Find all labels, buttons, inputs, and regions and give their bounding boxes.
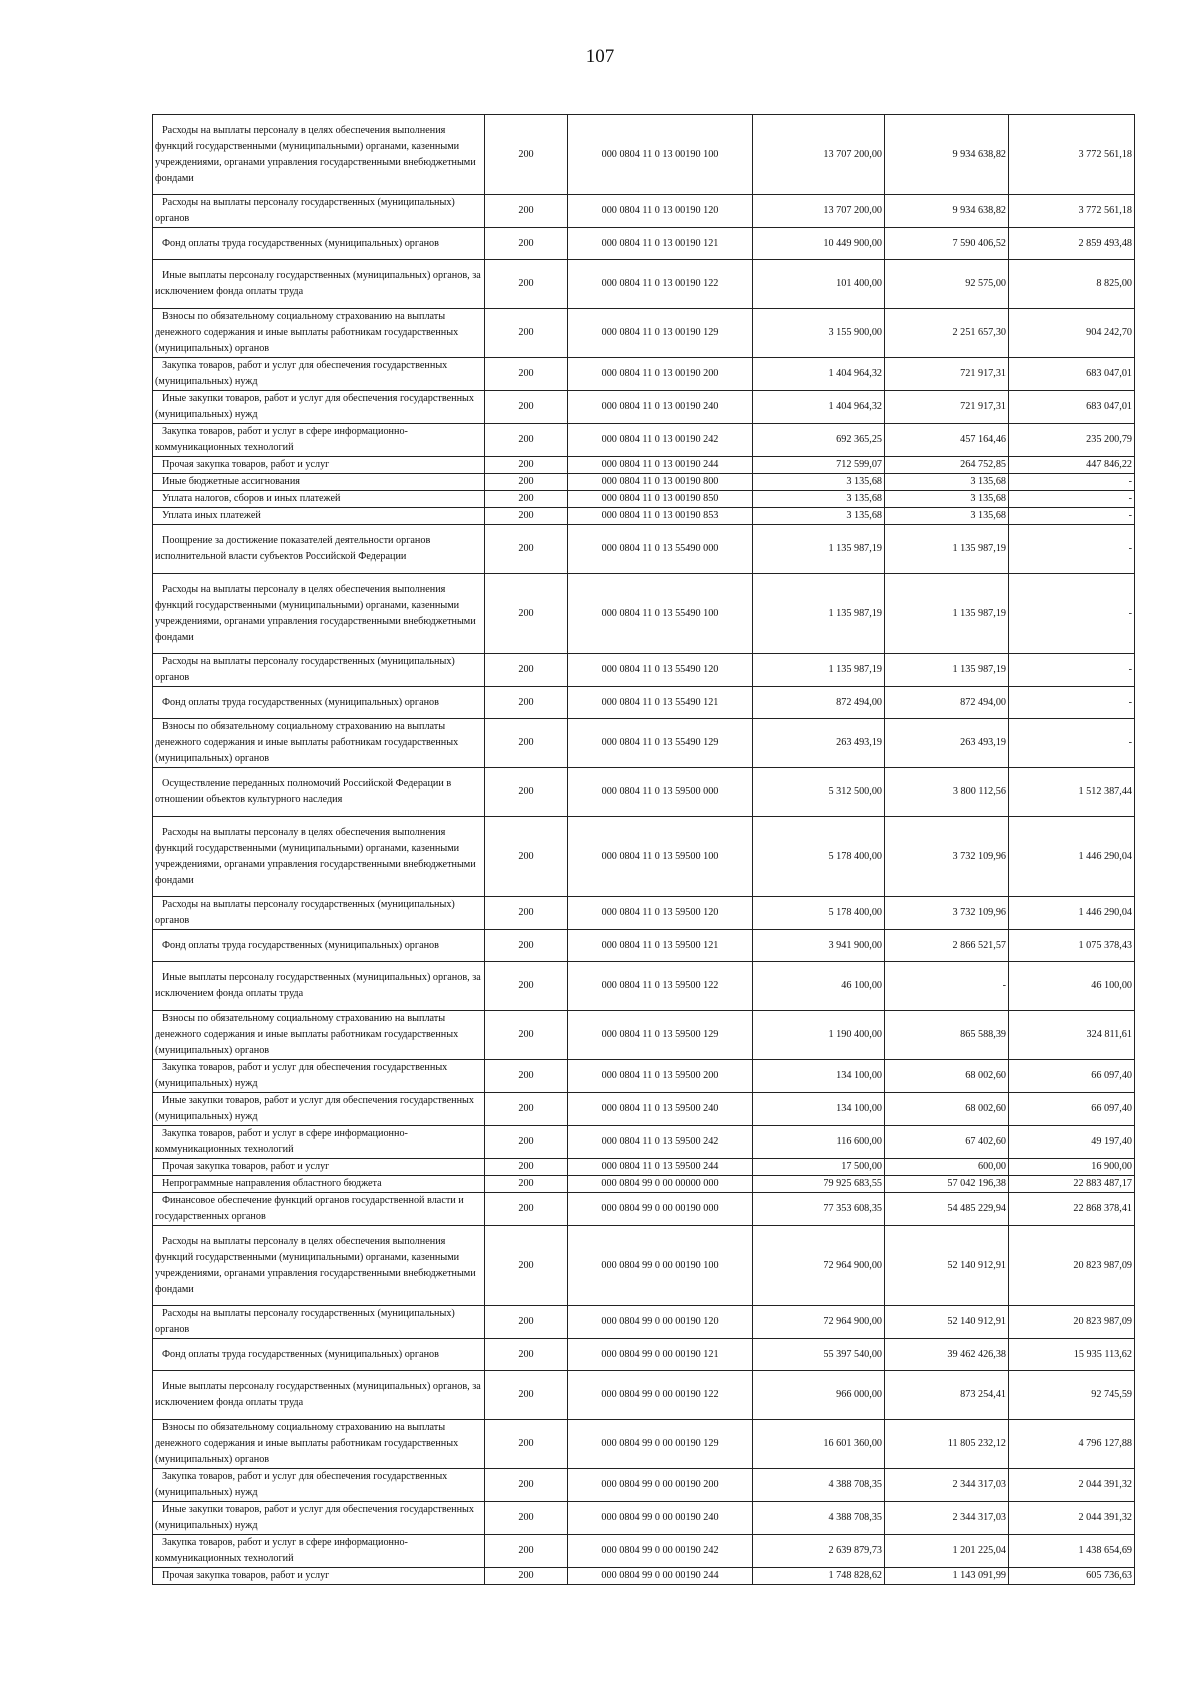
unexecuted-amount-cell: -: [1009, 508, 1135, 525]
budget-classification-cell: 000 0804 99 0 00 00190 200: [568, 1469, 753, 1502]
code-cell: 200: [485, 1420, 568, 1469]
code-cell: 200: [485, 358, 568, 391]
code-cell: 200: [485, 1306, 568, 1339]
budget-classification-cell: 000 0804 11 0 13 59500 129: [568, 1011, 753, 1060]
budget-classification-cell: 000 0804 11 0 13 59500 122: [568, 962, 753, 1011]
approved-amount-cell: 46 100,00: [753, 962, 885, 1011]
executed-amount-cell: 873 254,41: [885, 1371, 1009, 1420]
approved-amount-cell: 1 135 987,19: [753, 525, 885, 574]
unexecuted-amount-cell: 3 772 561,18: [1009, 195, 1135, 228]
executed-amount-cell: -: [885, 962, 1009, 1011]
executed-amount-cell: 92 575,00: [885, 260, 1009, 309]
code-cell: 200: [485, 491, 568, 508]
approved-amount-cell: 13 707 200,00: [753, 115, 885, 195]
code-cell: 200: [485, 1011, 568, 1060]
executed-amount-cell: 2 251 657,30: [885, 309, 1009, 358]
table-row: [153, 1306, 1135, 1339]
expense-name-cell: Взносы по обязательному социальному страхованию на выплаты денежного содержания и иные выплаты работникам государственных (муниципальных) органов: [153, 1011, 485, 1060]
unexecuted-amount-cell: 1 512 387,44: [1009, 768, 1135, 817]
expense-name-cell: Иные выплаты персоналу государственных (муниципальных) органов, за исключением фонда оплаты труда: [153, 260, 485, 309]
table-row: [153, 930, 1135, 962]
expense-name-cell: Непрограммные направления областного бюджета: [153, 1176, 485, 1193]
executed-amount-cell: 68 002,60: [885, 1060, 1009, 1093]
expense-name-cell: Взносы по обязательному социальному страхованию на выплаты денежного содержания и иные выплаты работникам государственных (муниципальных) органов: [153, 1420, 485, 1469]
approved-amount-cell: 1 135 987,19: [753, 654, 885, 687]
approved-amount-cell: 1 404 964,32: [753, 358, 885, 391]
executed-amount-cell: 9 934 638,82: [885, 195, 1009, 228]
budget-classification-cell: 000 0804 11 0 13 00190 853: [568, 508, 753, 525]
executed-amount-cell: 2 344 317,03: [885, 1502, 1009, 1535]
code-cell: 200: [485, 1535, 568, 1568]
executed-amount-cell: 1 143 091,99: [885, 1568, 1009, 1585]
table-row: [153, 1469, 1135, 1502]
expense-name-cell: Иные выплаты персоналу государственных (муниципальных) органов, за исключением фонда оплаты труда: [153, 1371, 485, 1420]
approved-amount-cell: 263 493,19: [753, 719, 885, 768]
code-cell: 200: [485, 260, 568, 309]
unexecuted-amount-cell: -: [1009, 687, 1135, 719]
approved-amount-cell: 1 404 964,32: [753, 391, 885, 424]
approved-amount-cell: 13 707 200,00: [753, 195, 885, 228]
approved-amount-cell: 16 601 360,00: [753, 1420, 885, 1469]
executed-amount-cell: 67 402,60: [885, 1126, 1009, 1159]
budget-classification-cell: 000 0804 11 0 13 00190 242: [568, 424, 753, 457]
table-row: [153, 768, 1135, 817]
executed-amount-cell: 3 732 109,96: [885, 897, 1009, 930]
unexecuted-amount-cell: 683 047,01: [1009, 358, 1135, 391]
expense-name-cell: Прочая закупка товаров, работ и услуг: [153, 1159, 485, 1176]
code-cell: 200: [485, 1176, 568, 1193]
table-row: [153, 1535, 1135, 1568]
budget-classification-cell: 000 0804 11 0 13 59500 121: [568, 930, 753, 962]
table-row: [153, 962, 1135, 1011]
unexecuted-amount-cell: 92 745,59: [1009, 1371, 1135, 1420]
unexecuted-amount-cell: 904 242,70: [1009, 309, 1135, 358]
budget-execution-table: [152, 114, 1135, 1585]
executed-amount-cell: 721 917,31: [885, 391, 1009, 424]
executed-amount-cell: 872 494,00: [885, 687, 1009, 719]
expense-name-cell: Расходы на выплаты персоналу в целях обеспечения выполнения функций государственными (муниципальными) органами, казенными учреждениями, органами управления государственными внебюджетными фондами: [153, 115, 485, 195]
code-cell: 200: [485, 1193, 568, 1226]
expense-name-cell: Поощрение за достижение показателей деятельности органов исполнительной власти субъектов Российской Федерации: [153, 525, 485, 574]
expense-name-cell: Закупка товаров, работ и услуг в сфере информационно-коммуникационных технологий: [153, 424, 485, 457]
expense-name-cell: Закупка товаров, работ и услуг для обеспечения государственных (муниципальных) нужд: [153, 1060, 485, 1093]
expense-name-cell: Фонд оплаты труда государственных (муниципальных) органов: [153, 1339, 485, 1371]
approved-amount-cell: 116 600,00: [753, 1126, 885, 1159]
unexecuted-amount-cell: -: [1009, 474, 1135, 491]
unexecuted-amount-cell: -: [1009, 491, 1135, 508]
expense-name-cell: Закупка товаров, работ и услуг в сфере информационно-коммуникационных технологий: [153, 1535, 485, 1568]
unexecuted-amount-cell: 1 446 290,04: [1009, 817, 1135, 897]
unexecuted-amount-cell: 4 796 127,88: [1009, 1420, 1135, 1469]
approved-amount-cell: 5 178 400,00: [753, 897, 885, 930]
budget-classification-cell: 000 0804 11 0 13 00190 122: [568, 260, 753, 309]
unexecuted-amount-cell: 22 868 378,41: [1009, 1193, 1135, 1226]
executed-amount-cell: 52 140 912,91: [885, 1306, 1009, 1339]
code-cell: 200: [485, 1568, 568, 1585]
expense-name-cell: Фонд оплаты труда государственных (муниципальных) органов: [153, 687, 485, 719]
executed-amount-cell: 52 140 912,91: [885, 1226, 1009, 1306]
approved-amount-cell: 2 639 879,73: [753, 1535, 885, 1568]
budget-classification-cell: 000 0804 11 0 13 59500 244: [568, 1159, 753, 1176]
expense-name-cell: Взносы по обязательному социальному страхованию на выплаты денежного содержания и иные выплаты работникам государственных (муниципальных) органов: [153, 719, 485, 768]
unexecuted-amount-cell: 683 047,01: [1009, 391, 1135, 424]
unexecuted-amount-cell: 2 859 493,48: [1009, 228, 1135, 260]
budget-classification-cell: 000 0804 11 0 13 59500 120: [568, 897, 753, 930]
budget-classification-cell: 000 0804 11 0 13 00190 244: [568, 457, 753, 474]
code-cell: 200: [485, 1093, 568, 1126]
unexecuted-amount-cell: -: [1009, 574, 1135, 654]
unexecuted-amount-cell: 3 772 561,18: [1009, 115, 1135, 195]
unexecuted-amount-cell: 20 823 987,09: [1009, 1306, 1135, 1339]
table-row: [153, 228, 1135, 260]
table-row: [153, 115, 1135, 195]
budget-classification-cell: 000 0804 99 0 00 00190 240: [568, 1502, 753, 1535]
code-cell: 200: [485, 962, 568, 1011]
code-cell: 200: [485, 1226, 568, 1306]
expense-name-cell: Расходы на выплаты персоналу государственных (муниципальных) органов: [153, 195, 485, 228]
approved-amount-cell: 3 135,68: [753, 491, 885, 508]
code-cell: 200: [485, 930, 568, 962]
approved-amount-cell: 5 312 500,00: [753, 768, 885, 817]
table-row: [153, 687, 1135, 719]
unexecuted-amount-cell: 20 823 987,09: [1009, 1226, 1135, 1306]
code-cell: 200: [485, 1469, 568, 1502]
code-cell: 200: [485, 897, 568, 930]
table-row: [153, 391, 1135, 424]
approved-amount-cell: 3 941 900,00: [753, 930, 885, 962]
expense-name-cell: Иные бюджетные ассигнования: [153, 474, 485, 491]
unexecuted-amount-cell: 235 200,79: [1009, 424, 1135, 457]
code-cell: 200: [485, 654, 568, 687]
unexecuted-amount-cell: 15 935 113,62: [1009, 1339, 1135, 1371]
approved-amount-cell: 4 388 708,35: [753, 1502, 885, 1535]
executed-amount-cell: 3 135,68: [885, 491, 1009, 508]
code-cell: 200: [485, 719, 568, 768]
expense-name-cell: Расходы на выплаты персоналу в целях обеспечения выполнения функций государственными (муниципальными) органами, казенными учреждениями, органами управления государственными внебюджетными фондами: [153, 1226, 485, 1306]
expense-name-cell: Фонд оплаты труда государственных (муниципальных) органов: [153, 930, 485, 962]
approved-amount-cell: 3 155 900,00: [753, 309, 885, 358]
code-cell: 200: [485, 1371, 568, 1420]
table-row: [153, 1093, 1135, 1126]
executed-amount-cell: 7 590 406,52: [885, 228, 1009, 260]
budget-classification-cell: 000 0804 11 0 13 55490 129: [568, 719, 753, 768]
expense-name-cell: Фонд оплаты труда государственных (муниципальных) органов: [153, 228, 485, 260]
table-row: [153, 1568, 1135, 1585]
executed-amount-cell: 54 485 229,94: [885, 1193, 1009, 1226]
budget-classification-cell: 000 0804 99 0 00 00190 120: [568, 1306, 753, 1339]
expense-name-cell: Финансовое обеспечение функций органов государственной власти и государственных органов: [153, 1193, 485, 1226]
budget-classification-cell: 000 0804 11 0 13 59500 200: [568, 1060, 753, 1093]
table-row: [153, 525, 1135, 574]
unexecuted-amount-cell: 605 736,63: [1009, 1568, 1135, 1585]
code-cell: 200: [485, 1126, 568, 1159]
executed-amount-cell: 1 135 987,19: [885, 654, 1009, 687]
expense-name-cell: Закупка товаров, работ и услуг в сфере информационно-коммуникационных технологий: [153, 1126, 485, 1159]
budget-classification-cell: 000 0804 11 0 13 00190 850: [568, 491, 753, 508]
code-cell: 200: [485, 1159, 568, 1176]
budget-classification-cell: 000 0804 11 0 13 55490 100: [568, 574, 753, 654]
budget-classification-cell: 000 0804 99 0 00 00190 129: [568, 1420, 753, 1469]
table-row: [153, 1159, 1135, 1176]
budget-classification-cell: 000 0804 11 0 13 59500 242: [568, 1126, 753, 1159]
expense-name-cell: Иные закупки товаров, работ и услуг для обеспечения государственных (муниципальных) нужд: [153, 391, 485, 424]
executed-amount-cell: 865 588,39: [885, 1011, 1009, 1060]
page-number: 107: [585, 46, 615, 67]
executed-amount-cell: 3 135,68: [885, 508, 1009, 525]
unexecuted-amount-cell: 1 075 378,43: [1009, 930, 1135, 962]
budget-classification-cell: 000 0804 11 0 13 00190 121: [568, 228, 753, 260]
unexecuted-amount-cell: 1 438 654,69: [1009, 1535, 1135, 1568]
table-row: [153, 1371, 1135, 1420]
code-cell: 200: [485, 687, 568, 719]
budget-classification-cell: 000 0804 99 0 00 00190 244: [568, 1568, 753, 1585]
table-row: [153, 195, 1135, 228]
unexecuted-amount-cell: 22 883 487,17: [1009, 1176, 1135, 1193]
table-row: [153, 817, 1135, 897]
budget-classification-cell: 000 0804 11 0 13 55490 000: [568, 525, 753, 574]
table-row: [153, 508, 1135, 525]
executed-amount-cell: 3 732 109,96: [885, 817, 1009, 897]
table-row: [153, 424, 1135, 457]
code-cell: 200: [485, 817, 568, 897]
approved-amount-cell: 10 449 900,00: [753, 228, 885, 260]
approved-amount-cell: 692 365,25: [753, 424, 885, 457]
code-cell: 200: [485, 1060, 568, 1093]
budget-classification-cell: 000 0804 99 0 00 00190 122: [568, 1371, 753, 1420]
code-cell: 200: [485, 309, 568, 358]
expense-name-cell: Осуществление переданных полномочий Российской Федерации в отношении объектов культурного наследия: [153, 768, 485, 817]
expense-name-cell: Уплата иных платежей: [153, 508, 485, 525]
budget-classification-cell: 000 0804 11 0 13 59500 000: [568, 768, 753, 817]
executed-amount-cell: 1 201 225,04: [885, 1535, 1009, 1568]
budget-classification-cell: 000 0804 11 0 13 59500 100: [568, 817, 753, 897]
unexecuted-amount-cell: 66 097,40: [1009, 1060, 1135, 1093]
table-row: [153, 719, 1135, 768]
code-cell: 200: [485, 424, 568, 457]
table-row: [153, 491, 1135, 508]
table-row: [153, 474, 1135, 491]
table-row: [153, 1226, 1135, 1306]
table-row: [153, 260, 1135, 309]
unexecuted-amount-cell: -: [1009, 525, 1135, 574]
budget-classification-cell: 000 0804 11 0 13 59500 240: [568, 1093, 753, 1126]
code-cell: 200: [485, 195, 568, 228]
approved-amount-cell: 79 925 683,55: [753, 1176, 885, 1193]
budget-classification-cell: 000 0804 99 0 00 00190 100: [568, 1226, 753, 1306]
budget-classification-cell: 000 0804 11 0 13 55490 120: [568, 654, 753, 687]
code-cell: 200: [485, 474, 568, 491]
budget-classification-cell: 000 0804 11 0 13 00190 800: [568, 474, 753, 491]
approved-amount-cell: 134 100,00: [753, 1093, 885, 1126]
unexecuted-amount-cell: 46 100,00: [1009, 962, 1135, 1011]
table-row: [153, 1502, 1135, 1535]
unexecuted-amount-cell: 66 097,40: [1009, 1093, 1135, 1126]
code-cell: 200: [485, 115, 568, 195]
code-cell: 200: [485, 508, 568, 525]
table-row: [153, 309, 1135, 358]
budget-classification-cell: 000 0804 11 0 13 00190 200: [568, 358, 753, 391]
code-cell: 200: [485, 1339, 568, 1371]
code-cell: 200: [485, 525, 568, 574]
budget-classification-cell: 000 0804 11 0 13 00190 240: [568, 391, 753, 424]
code-cell: 200: [485, 574, 568, 654]
table-body: [153, 115, 1135, 1585]
expense-name-cell: Расходы на выплаты персоналу государственных (муниципальных) органов: [153, 897, 485, 930]
expense-name-cell: Взносы по обязательному социальному страхованию на выплаты денежного содержания и иные выплаты работникам государственных (муниципальных) органов: [153, 309, 485, 358]
budget-classification-cell: 000 0804 11 0 13 00190 120: [568, 195, 753, 228]
approved-amount-cell: 3 135,68: [753, 508, 885, 525]
expense-name-cell: Прочая закупка товаров, работ и услуг: [153, 457, 485, 474]
table-row: [153, 1126, 1135, 1159]
unexecuted-amount-cell: -: [1009, 654, 1135, 687]
unexecuted-amount-cell: 1 446 290,04: [1009, 897, 1135, 930]
budget-classification-cell: 000 0804 11 0 13 00190 100: [568, 115, 753, 195]
budget-classification-cell: 000 0804 99 0 00 00190 242: [568, 1535, 753, 1568]
expense-name-cell: Иные закупки товаров, работ и услуг для обеспечения государственных (муниципальных) нужд: [153, 1093, 485, 1126]
table-row: [153, 1420, 1135, 1469]
code-cell: 200: [485, 391, 568, 424]
expense-name-cell: Расходы на выплаты персоналу в целях обеспечения выполнения функций государственными (муниципальными) органами, казенными учреждениями, органами управления государственными внебюджетными фондами: [153, 574, 485, 654]
unexecuted-amount-cell: 2 044 391,32: [1009, 1502, 1135, 1535]
code-cell: 200: [485, 228, 568, 260]
table-row: [153, 654, 1135, 687]
expense-name-cell: Расходы на выплаты персоналу государственных (муниципальных) органов: [153, 1306, 485, 1339]
executed-amount-cell: 57 042 196,38: [885, 1176, 1009, 1193]
unexecuted-amount-cell: 16 900,00: [1009, 1159, 1135, 1176]
expense-name-cell: Закупка товаров, работ и услуг для обеспечения государственных (муниципальных) нужд: [153, 1469, 485, 1502]
executed-amount-cell: 2 866 521,57: [885, 930, 1009, 962]
unexecuted-amount-cell: 447 846,22: [1009, 457, 1135, 474]
expense-name-cell: Уплата налогов, сборов и иных платежей: [153, 491, 485, 508]
budget-classification-cell: 000 0804 11 0 13 00190 129: [568, 309, 753, 358]
approved-amount-cell: 17 500,00: [753, 1159, 885, 1176]
executed-amount-cell: 1 135 987,19: [885, 574, 1009, 654]
expense-name-cell: Прочая закупка товаров, работ и услуг: [153, 1568, 485, 1585]
executed-amount-cell: 1 135 987,19: [885, 525, 1009, 574]
expense-name-cell: Закупка товаров, работ и услуг для обеспечения государственных (муниципальных) нужд: [153, 358, 485, 391]
table-row: [153, 1011, 1135, 1060]
approved-amount-cell: 4 388 708,35: [753, 1469, 885, 1502]
approved-amount-cell: 101 400,00: [753, 260, 885, 309]
executed-amount-cell: 68 002,60: [885, 1093, 1009, 1126]
approved-amount-cell: 1 190 400,00: [753, 1011, 885, 1060]
executed-amount-cell: 264 752,85: [885, 457, 1009, 474]
table-row: [153, 897, 1135, 930]
approved-amount-cell: 966 000,00: [753, 1371, 885, 1420]
unexecuted-amount-cell: -: [1009, 719, 1135, 768]
table-row: [153, 1339, 1135, 1371]
unexecuted-amount-cell: 8 825,00: [1009, 260, 1135, 309]
expense-name-cell: Расходы на выплаты персоналу в целях обеспечения выполнения функций государственными (муниципальными) органами, казенными учреждениями, органами управления государственными внебюджетными фондами: [153, 817, 485, 897]
approved-amount-cell: 134 100,00: [753, 1060, 885, 1093]
executed-amount-cell: 11 805 232,12: [885, 1420, 1009, 1469]
table-row: [153, 457, 1135, 474]
table-row: [153, 1176, 1135, 1193]
table-row: [153, 1060, 1135, 1093]
expense-name-cell: Иные закупки товаров, работ и услуг для обеспечения государственных (муниципальных) нужд: [153, 1502, 485, 1535]
executed-amount-cell: 3 800 112,56: [885, 768, 1009, 817]
executed-amount-cell: 457 164,46: [885, 424, 1009, 457]
table-row: [153, 1193, 1135, 1226]
executed-amount-cell: 3 135,68: [885, 474, 1009, 491]
unexecuted-amount-cell: 49 197,40: [1009, 1126, 1135, 1159]
approved-amount-cell: 72 964 900,00: [753, 1226, 885, 1306]
executed-amount-cell: 9 934 638,82: [885, 115, 1009, 195]
table-row: [153, 574, 1135, 654]
expense-name-cell: Расходы на выплаты персоналу государственных (муниципальных) органов: [153, 654, 485, 687]
table-row: [153, 358, 1135, 391]
approved-amount-cell: 1 748 828,62: [753, 1568, 885, 1585]
executed-amount-cell: 721 917,31: [885, 358, 1009, 391]
budget-classification-cell: 000 0804 99 0 00 00190 121: [568, 1339, 753, 1371]
expense-name-cell: Иные выплаты персоналу государственных (муниципальных) органов, за исключением фонда оплаты труда: [153, 962, 485, 1011]
approved-amount-cell: 712 599,07: [753, 457, 885, 474]
budget-classification-cell: 000 0804 99 0 00 00190 000: [568, 1193, 753, 1226]
code-cell: 200: [485, 457, 568, 474]
approved-amount-cell: 1 135 987,19: [753, 574, 885, 654]
approved-amount-cell: 5 178 400,00: [753, 817, 885, 897]
approved-amount-cell: 55 397 540,00: [753, 1339, 885, 1371]
budget-classification-cell: 000 0804 99 0 00 00000 000: [568, 1176, 753, 1193]
approved-amount-cell: 3 135,68: [753, 474, 885, 491]
unexecuted-amount-cell: 324 811,61: [1009, 1011, 1135, 1060]
executed-amount-cell: 263 493,19: [885, 719, 1009, 768]
executed-amount-cell: 600,00: [885, 1159, 1009, 1176]
code-cell: 200: [485, 1502, 568, 1535]
budget-classification-cell: 000 0804 11 0 13 55490 121: [568, 687, 753, 719]
approved-amount-cell: 77 353 608,35: [753, 1193, 885, 1226]
approved-amount-cell: 72 964 900,00: [753, 1306, 885, 1339]
executed-amount-cell: 2 344 317,03: [885, 1469, 1009, 1502]
unexecuted-amount-cell: 2 044 391,32: [1009, 1469, 1135, 1502]
executed-amount-cell: 39 462 426,38: [885, 1339, 1009, 1371]
code-cell: 200: [485, 768, 568, 817]
approved-amount-cell: 872 494,00: [753, 687, 885, 719]
